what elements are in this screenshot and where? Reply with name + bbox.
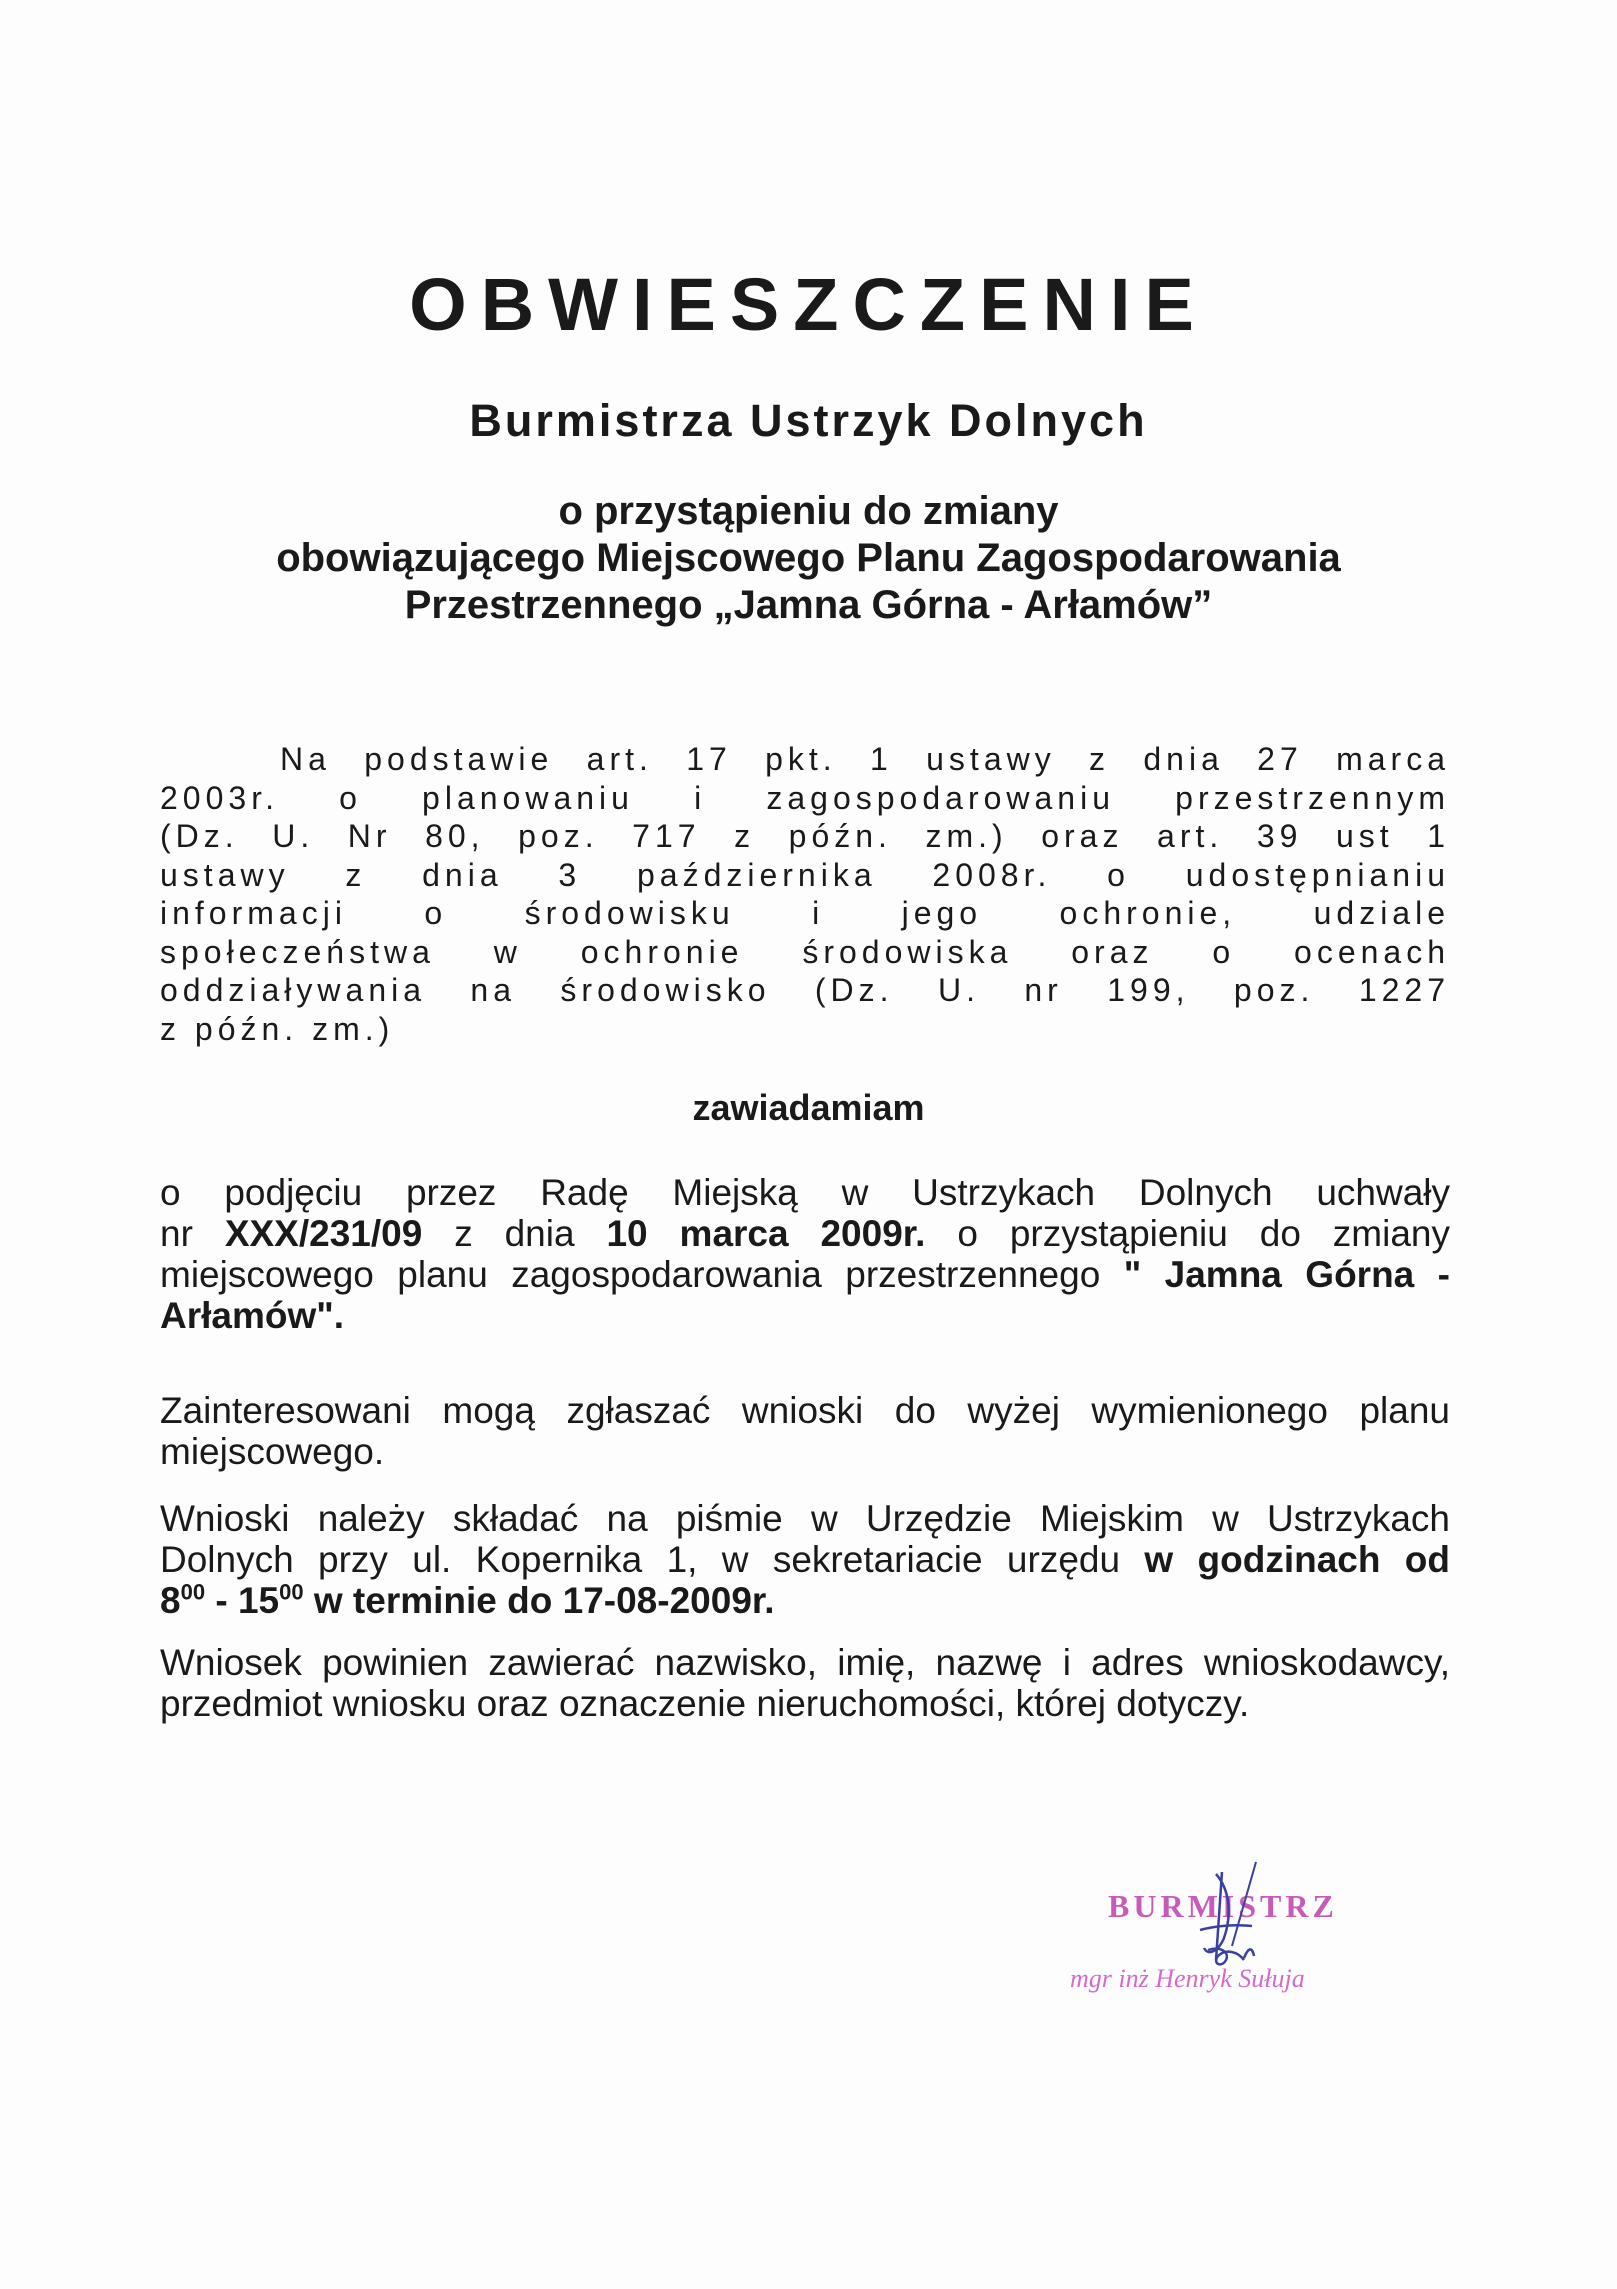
legal-basis-line: ustawy z dnia 3 października 2008r. o udostępnianiu <box>160 856 1450 893</box>
submission-hours: $8^{00} - 15^{00}$ w terminie do 17-08-2009r. <box>160 1579 775 1621</box>
legal-basis-line: (Dz. U. Nr 80, poz. 717 z późn. zm.) oraz art. 39 ust 1 <box>160 818 1450 854</box>
document-subtitle: Burmistrza Ustrzyk Dolnych <box>469 395 1148 446</box>
stamp-name: mgr inż Henryk Sułuja <box>1070 1964 1305 1993</box>
plan-name: " Jamna Górna - <box>1123 1254 1450 1295</box>
interest-line: Zainteresowani mogą zgłaszać wnioski do wyżej wymienionego planu <box>160 1390 1450 1431</box>
resolution-date: 10 marca 2009r. <box>606 1213 926 1254</box>
interest-line: miejscowego. <box>160 1431 385 1472</box>
interest-paragraph <box>160 1390 1450 1472</box>
legal-basis-line: z późn. zm.) <box>160 1010 395 1047</box>
resolution-line: miejscowego planu zagospodarowania przestrzennego " Jamna Górna - <box>160 1254 1450 1295</box>
resolution-line: o podjęciu przez Radę Miejską w Ustrzykach Dolnych uchwały <box>160 1172 1450 1213</box>
resolution-number: XXX/231/09 <box>224 1213 423 1254</box>
legal-basis-line: oddziaływania na środowisko (Dz. U. nr 199, poz. 1227 <box>160 972 1450 1008</box>
document-title: OBWIESZCZENIE <box>409 263 1208 346</box>
submission-deadline: w terminie do 17-08-2009r. <box>303 1580 775 1621</box>
legal-basis-line: 2003r. o planowaniu i zagospodarowaniu przestrzennym <box>160 779 1450 816</box>
handwritten-signature <box>1160 1860 1300 2010</box>
heading-line: Przestrzennego „Jamna Górna - Arłamów” <box>404 583 1213 627</box>
content-requirement-line: Wniosek powinien zawierać nazwisko, imię, nazwę i adres wnioskodawcy, <box>160 1642 1450 1683</box>
heading-line: obowiązującego Miejscowego Planu Zagospodarowania <box>276 536 1341 580</box>
submission-paragraph <box>160 1498 1450 1621</box>
announcement-word: zawiadamiam <box>692 1087 925 1128</box>
legal-basis-paragraph <box>160 740 1450 1048</box>
plan-name-continued: Arłamów". <box>160 1295 345 1336</box>
resolution-paragraph <box>160 1172 1450 1336</box>
legal-basis-line: Na podstawie art. 17 pkt. 1 ustawy z dnia 27 marca <box>280 741 1450 777</box>
stamp-title: BURMISTRZ <box>1108 1888 1338 1924</box>
resolution-line: nr XXX/231/09 z dnia 10 marca 2009r. o przystąpieniu do zmiany <box>160 1213 1450 1254</box>
heading-line: o przystąpieniu do zmiany <box>558 489 1059 533</box>
official-stamp <box>1060 1860 1400 2020</box>
legal-basis-line: informacji o środowisku i jego ochronie, udziale <box>160 895 1450 931</box>
submission-line: Dolnych przy ul. Kopernika 1, w sekretariacie urzędu w godzinach od <box>160 1539 1450 1580</box>
content-requirement-line: przedmiot wniosku oraz oznaczenie nieruchomości, której dotyczy. <box>160 1683 1250 1724</box>
submission-line: Wnioski należy składać na piśmie w Urzędzie Miejskim w Ustrzykach <box>160 1498 1450 1539</box>
legal-basis-line: społeczeństwa w ochronie środowiska oraz o ocenach <box>160 933 1450 970</box>
document-heading <box>0 488 1617 629</box>
content-requirement-paragraph <box>160 1642 1450 1724</box>
